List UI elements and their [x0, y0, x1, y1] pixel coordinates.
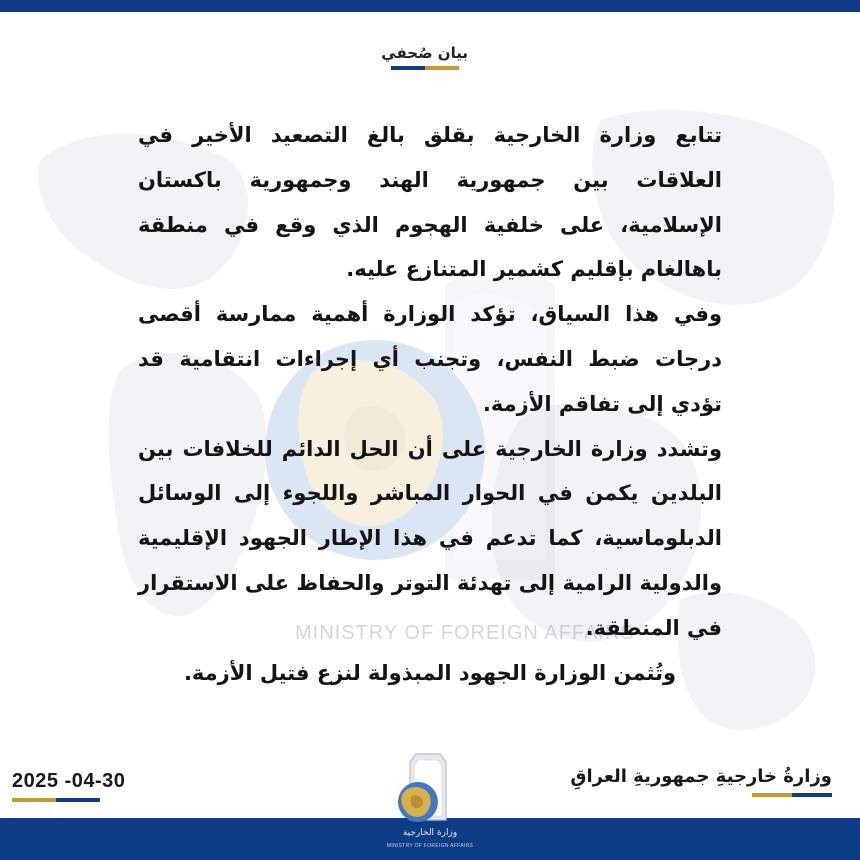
paragraph-3: وتشدد وزارة الخارجية على أن الحل الدائم للخلافات بين البلدين يكمن في الحوار المباشر واللجوء إلى الوسائل الدبلوماسية، كما تدعم في هذا الإطار الجهود الإقليمية والدولية الرامية إلى تهدئة التوتر والحفاظ على الاستقرار في المنطقة. [138, 436, 722, 640]
date-underline [12, 798, 125, 802]
ministry-block [570, 766, 832, 797]
statement-body [138, 113, 722, 695]
emblem-name-ar: وزارة الخارجية [402, 828, 458, 838]
paragraph-1: تتابع وزارة الخارجية بقلق بالغ التصعيد الأخير في العلاقات بين جمهورية الهند وجمهورية باكستان الإسلامية، على خلفية الهجوم الذي وقع في منطقة باهالغام بإقليم كشمير المتنازع عليه. [138, 123, 722, 282]
press-release-title: بيان صُحفي [381, 44, 468, 62]
watermark-text: MINISTRY OF FOREIGN AFFAIRS [295, 622, 635, 644]
ministry-name: وزارةُ خارجيةِ جمهوريةِ العراقِ [570, 766, 832, 787]
underline-blue [391, 66, 425, 70]
underline-gold [425, 66, 459, 70]
press-release-header [381, 44, 468, 70]
ministry-underline-blue [792, 793, 832, 797]
statement-date: 2025 -04-30 [12, 770, 126, 792]
date-underline-gold [12, 798, 56, 802]
paragraph-2: وفي هذا السياق، تؤكد الوزارة أهمية ممارسة أقصى درجات ضبط النفس، وتجنب أي إجراءات انتقامية قد تؤدي إلى تفاقم الأزمة. [138, 302, 722, 416]
date-block [12, 770, 125, 802]
emblem-name-en: MINISTRY OF FOREIGN AFFAIRS [386, 843, 474, 849]
top-bar [0, 0, 860, 12]
ministry-underline [570, 793, 832, 797]
header-underline [381, 66, 468, 70]
paragraph-4: وتُثمن الوزارة الجهود المبذولة لنزع فتيل الأزمة. [183, 660, 677, 685]
ministry-underline-gold [752, 793, 792, 797]
date-underline-blue [56, 798, 100, 802]
